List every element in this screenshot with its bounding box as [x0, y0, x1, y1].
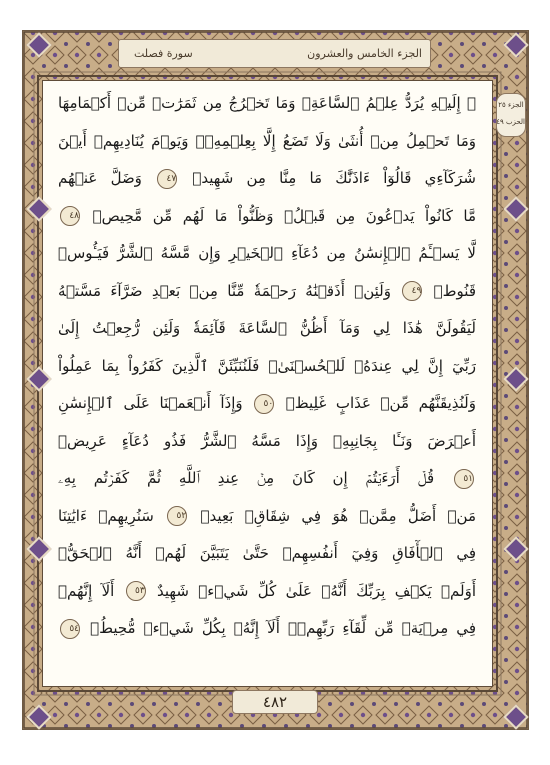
page-number: ٤٨٢ — [262, 693, 288, 711]
verse-text: فِي مِرۡيَةٖ مِّن لِّقَآءِ رَبِّهِمۡۗ أَلَآ إِنَّهُۥ بِكُلِّ شَيۡءٖ مُّحِيطُۢ — [90, 619, 476, 637]
verse-text: أَلَآ إِنَّهُمۡ — [58, 581, 115, 600]
verse-line — [58, 88, 476, 118]
juz-title: الجزء الخامس والعشرون — [307, 47, 422, 60]
verse-text: وَلَنُذِيقَنَّهُم مِّنۡ عَذَابٍ غَلِيظٖ — [285, 394, 476, 412]
hizb-number-label: الحزب ٤٩ — [496, 118, 525, 126]
ayah-number-marker: ٤٨ — [60, 206, 80, 226]
ayah-number-marker: ٥٠ — [254, 394, 274, 414]
verse-text: لَيَقُولَنَّ هَٰذَا لِي وَمَآ أَظُنُّ ٱلسَّاعَةَ قَآئِمَةٗ وَلَئِن رُّجِعۡتُ إِلَىٰ — [58, 319, 476, 337]
verse-line — [58, 426, 476, 456]
ayah-number-marker: ٥٢ — [167, 506, 187, 526]
verse-line — [58, 313, 476, 343]
verse-text: رَبِّيٓ إِنَّ لِي عِندَهُۥ لَلۡحُسۡنَىٰۚ فَلَنُنَبِّئَنَّ ٱلَّذِينَ كَفَرُواْ بِمَا عَمِلُواْ — [58, 356, 476, 375]
verse-text: فِي ٱلۡأٓفَاقِ وَفِيٓ أَنفُسِهِمۡ حَتَّىٰ يَتَبَيَّنَ لَهُمۡ أَنَّهُ ٱلۡحَقُّۗ — [58, 544, 476, 562]
verse-text: وَلَئِنۡ أَذَقۡنَٰهُ رَحۡمَةٗ مِّنَّا مِنۢ بَعۡدِ ضَرَّآءَ مَسَّتۡهُ — [58, 281, 391, 300]
verse-line — [58, 613, 476, 643]
verse-line — [58, 351, 476, 381]
hizb-marker — [496, 93, 526, 137]
verse-line — [58, 538, 476, 568]
verse-line — [58, 163, 476, 193]
verse-text: قُلۡ أَرَءَيۡتُمۡ إِن كَانَ مِنۡ عِندِ ٱللَّهِ ثُمَّ كَفَرۡتُم بِهِۦ — [58, 469, 435, 487]
verse-line — [58, 501, 476, 531]
verse-text: سَنُرِيهِمۡ ءَايَٰتِنَا — [58, 506, 154, 525]
verse-line — [58, 463, 476, 493]
hizb-juz-label: الجزء ٢٥ — [498, 101, 524, 109]
ayah-number-marker: ٥٣ — [126, 581, 146, 601]
verse-text: شُرَكَآءِي قَالُوٓاْ ءَاذَنَّٰكَ مَا مِنَّا مِن شَهِيدٖ — [192, 169, 476, 187]
ayah-number-marker: ٥٤ — [60, 619, 80, 639]
verse-text: لَّا يَسۡـَٔمُ ٱلۡإِنسَٰنُ مِن دُعَآءِ ٱلۡخَيۡرِ وَإِن مَّسَّهُ ٱلشَّرُّ فَيَـُٔوسٞ — [58, 244, 476, 262]
verse-line — [58, 238, 476, 268]
verse-text: أَعۡرَضَ وَنَـَٔا بِجَانِبِهِۦ وَإِذَا مَسَّهُ ٱلشَّرُّ فَذُو دُعَآءٍ عَرِيضٖ — [58, 431, 476, 450]
surah-title: سورة فصلت — [134, 47, 193, 60]
verse-text: قَنُوطٞ — [433, 281, 476, 300]
verse-line — [58, 576, 476, 606]
verse-text: وَضَلَّ عَنۡهُم — [58, 169, 142, 187]
ayah-number-marker: ٤٧ — [157, 169, 177, 189]
verse-text: أَوَلَمۡ يَكۡفِ بِرَبِّكَ أَنَّهُۥ عَلَىٰ كُلِّ شَيۡءٖ شَهِيدٌ — [157, 581, 476, 600]
verse-line — [58, 276, 476, 306]
verse-text: مَنۡ أَضَلُّ مِمَّنۡ هُوَ فِي شِقَاقِۭ بَعِيدٖ — [200, 506, 476, 525]
verse-text: وَإِذَآ أَنۡعَمۡنَا عَلَى ٱلۡإِنسَٰنِ — [58, 394, 243, 412]
verse-line — [58, 388, 476, 418]
verse-line — [58, 201, 476, 231]
ayah-number-marker: ٤٩ — [402, 281, 422, 301]
ayah-number-marker: ٥١ — [454, 469, 474, 489]
page-number-box — [232, 690, 318, 714]
verse-text: مَّا كَانُواْ يَدۡعُونَ مِن قَبۡلُۖ وَظَنُّواْ مَا لَهُم مِّن مَّحِيصٖ — [92, 206, 476, 225]
verse-text: وَمَا تَحۡمِلُ مِنۡ أُنثَىٰ وَلَا تَضَعُ إِلَّا بِعِلۡمِهِۦۚ وَيَوۡمَ يُنَادِيهِمۡ أَيۡنَ — [58, 131, 476, 150]
verse-text: ۞ إِلَيۡهِ يُرَدُّ عِلۡمُ ٱلسَّاعَةِۚ وَمَا تَخۡرُجُ مِن ثَمَرَٰتٖ مِّنۡ أَكۡمَامِهَا — [58, 94, 476, 112]
verse-line — [58, 126, 476, 156]
